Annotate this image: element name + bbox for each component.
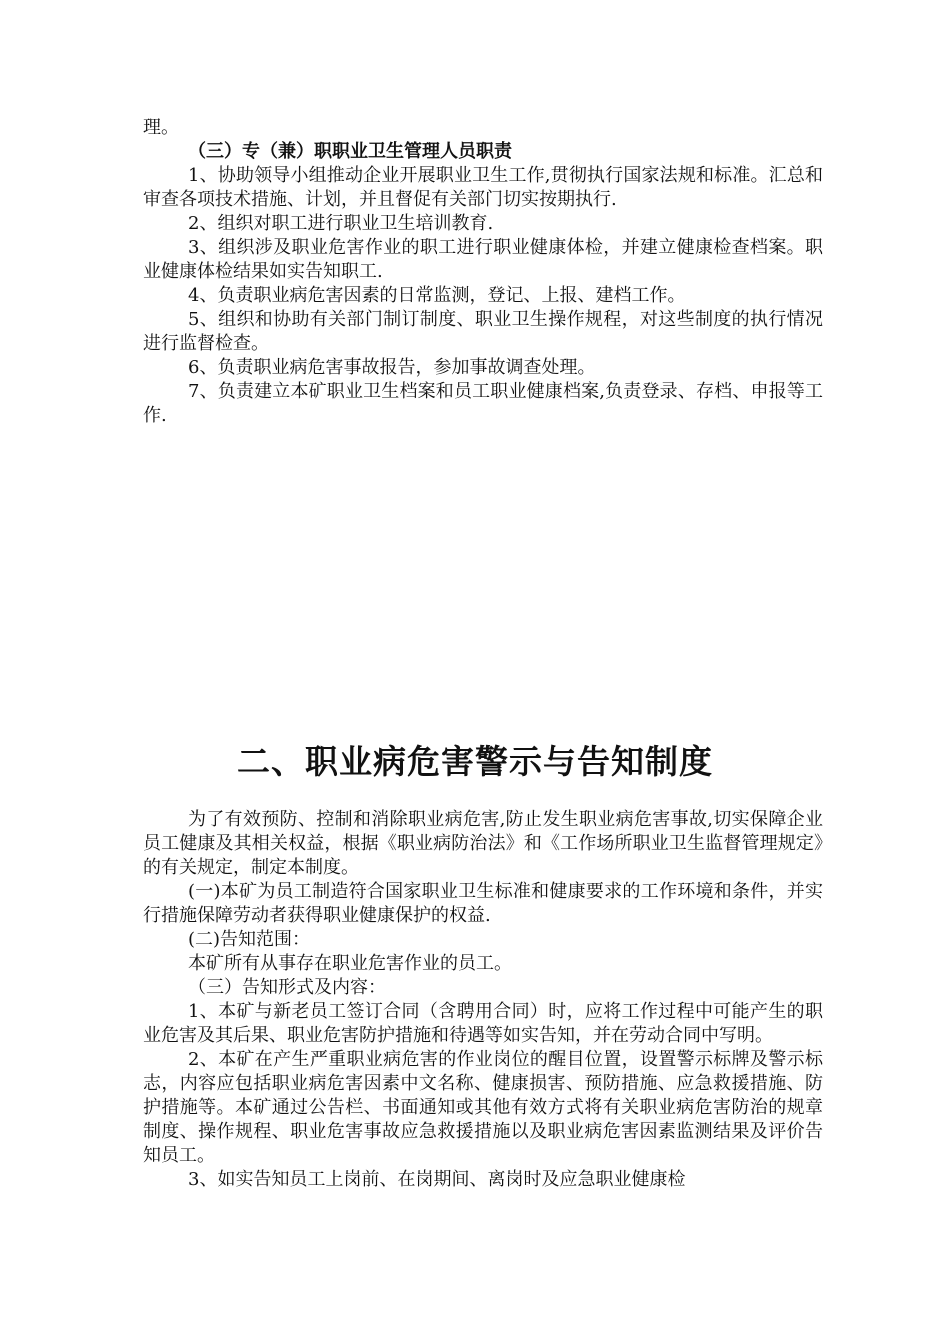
continuation-text: 理。 — [143, 117, 179, 138]
notice-item-2: 2、本矿在产生严重职业病危害的作业岗位的醒目位置，设置警示标牌及警示标志，内容应包括职业病危害因素中文名称、健康损害、预防措施、应急救援措施、防护措施等。本矿通过公告栏、书面通知或其他有效方式将有关职业病危害防治的规章制度、操作规程、职业危害事故应急救援措施以及职业病危害因素监测结果及评价告知员工。 — [143, 1049, 823, 1166]
clause-paragraph-3: （三）告知形式及内容： — [188, 977, 386, 998]
duty-item-5: 5、组织和协助有关部门制订制度、职业卫生操作规程，对这些制度的执行情况进行监督检查。 — [143, 309, 823, 354]
duty-item-2: 2、组织对职工进行职业卫生培训教育. — [188, 213, 494, 234]
duty-item-1: 1、协助领导小组推动企业开展职业卫生工作,贯彻执行国家法规和标准。汇总和审查各项技术措施、计划，并且督促有关部门切实按期执行. — [143, 165, 823, 210]
duty-item-6: 6、负责职业病危害事故报告，参加事故调查处理。 — [188, 357, 596, 378]
section-heading: （三）专（兼）职职业卫生管理人员职责 — [188, 141, 512, 162]
duty-item-4: 4、负责职业病危害因素的日常监测，登记、上报、建档工作。 — [188, 285, 686, 306]
notice-item-3: 3、如实告知员工上岗前、在岗期间、离岗时及应急职业健康检 — [188, 1169, 686, 1190]
clause-paragraph-1: (一)本矿为员工制造符合国家职业卫生标准和健康要求的工作环境和条件，并实行措施保障劳动者获得职业健康保护的权益. — [143, 881, 823, 926]
chapter-title: 二、职业病危害警示与告知制度 — [237, 742, 713, 781]
intro-paragraph: 为了有效预防、控制和消除职业病危害,防止发生职业病危害事故,切实保障企业员工健康及其相关权益，根据《职业病防治法》和《工作场所职业卫生监督管理规定》的有关规定，制定本制度。 — [143, 809, 823, 878]
clause-paragraph-2: (二)告知范围： — [188, 929, 311, 950]
duties-section — [143, 116, 823, 428]
notice-item-1: 1、本矿与新老员工签订合同（含聘用合同）时，应将工作过程中可能产生的职业危害及其后果、职业危害防护措施和待遇等如实告知，并在劳动合同中写明。 — [143, 1001, 823, 1046]
duty-item-3: 3、组织涉及职业危害作业的职工进行职业健康体检，并建立健康检查档案。职业健康体检结果如实告知职工. — [143, 237, 823, 282]
scope-paragraph: 本矿所有从事存在职业危害作业的员工。 — [188, 953, 512, 974]
notification-section — [143, 808, 823, 1192]
duty-item-7: 7、负责建立本矿职业卫生档案和员工职业健康档案,负责登录、存档、申报等工作. — [143, 381, 823, 426]
